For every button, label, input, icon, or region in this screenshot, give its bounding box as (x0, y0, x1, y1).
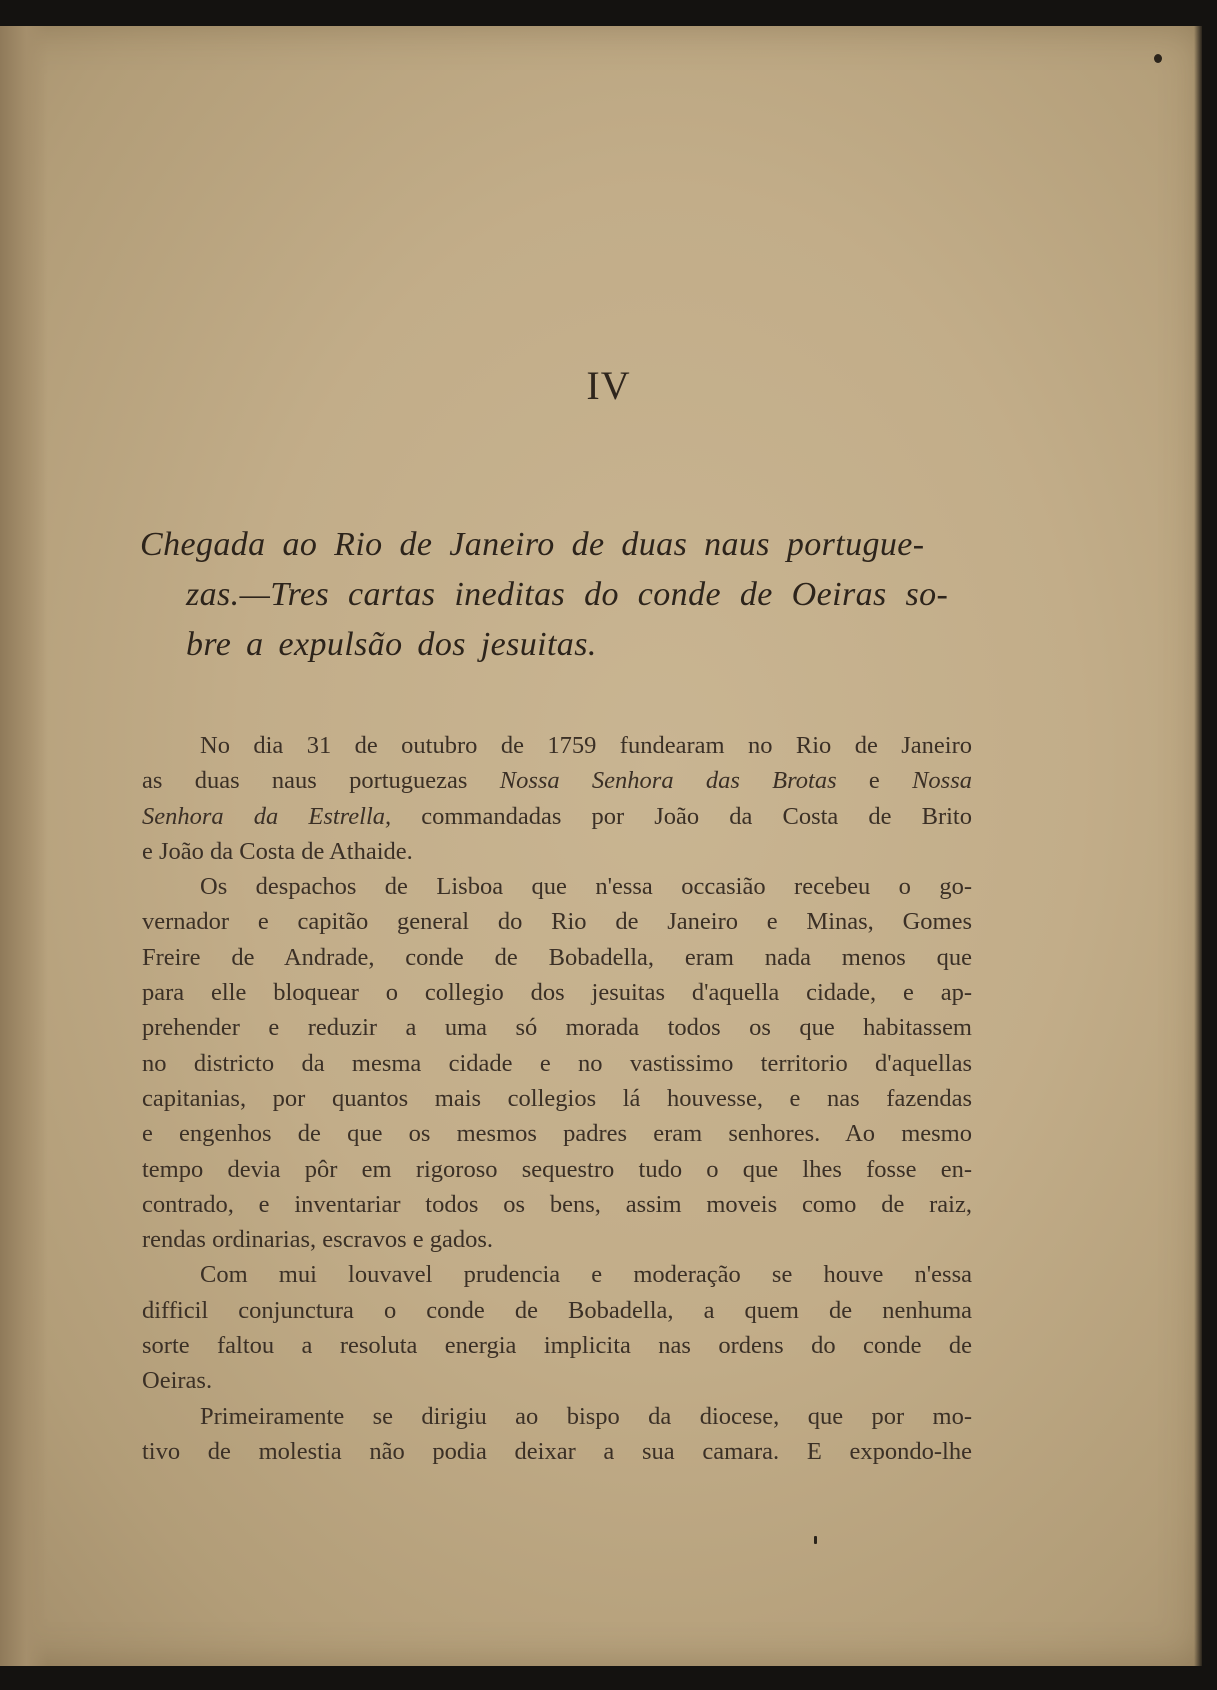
text-line: rendas ordinarias, escravos e gados. (142, 1226, 494, 1254)
text-line: No dia 31 de outubro de 1759 fundearam no Rio de Janeiro (200, 732, 972, 759)
text-line: Primeiramente se dirigiu ao bispo da diocese, que por mo- (200, 1402, 972, 1430)
ship-name: Senhora da Estrella, (142, 802, 392, 830)
text-line: tempo devia pôr em rigoroso sequestro tudo o que lhes fosse en- (142, 1155, 972, 1183)
text-span: as duas naus portuguezas (142, 767, 500, 795)
text-line: para elle bloquear o collegio dos jesuitas d'aquella cidade, e ap- (142, 979, 972, 1007)
text-line: Oeiras. (142, 1367, 213, 1395)
text-line: e João da Costa de Athaide. (142, 837, 413, 865)
text-line: contrado, e inventariar todos os bens, assim moveis como de raiz, (142, 1190, 972, 1218)
chapter-number: IV (586, 363, 631, 408)
chapter-title (140, 520, 970, 670)
text-line: e engenhos de que os mesmos padres eram senhores. Ao mesmo (142, 1120, 972, 1148)
ink-spot (1154, 54, 1162, 63)
title-line: zas.—Tres cartas ineditas do conde de Oeiras so- (186, 576, 949, 613)
text-line: difficil conjunctura o conde de Bobadella, a quem de nenhuma (142, 1296, 972, 1324)
text-span: e (836, 767, 913, 795)
text-line (142, 763, 972, 798)
ink-speck (814, 1536, 817, 1544)
text-line (142, 799, 972, 834)
title-line: bre a expulsão dos jesuitas. (186, 626, 597, 663)
text-line: Freire de Andrade, conde de Bobadella, eram nada menos que (142, 943, 972, 971)
text-line: capitanias, por quantos mais collegios lá houvesse, e nas fazendas (142, 1084, 972, 1112)
page-gutter (0, 26, 48, 1666)
text-line: prehender e reduzir a uma só morada todos os que habitassem (142, 1014, 972, 1042)
text-line: Os despachos de Lisboa que n'essa occasião recebeu o go- (200, 873, 972, 901)
page-edge (1194, 26, 1202, 1666)
body-text (142, 728, 972, 1469)
text-line: tivo de molestia não podia deixar a sua camara. E expondo-lhe (142, 1437, 972, 1465)
text-line: Com mui louvavel prudencia e moderação se houve n'essa (200, 1261, 972, 1289)
title-line: Chegada ao Rio de Janeiro de duas naus portugue- (140, 526, 925, 563)
text-line: no districto da mesma cidade e no vastissimo territorio d'aquellas (142, 1049, 972, 1077)
ship-name: Nossa Senhora das Brotas (499, 767, 837, 795)
ship-name: Nossa (912, 767, 972, 795)
text-span: commandadas por João da Costa de Brito (391, 802, 972, 830)
text-line: sorte faltou a resoluta energia implicita nas ordens do conde de (142, 1332, 972, 1360)
text-line: vernador e capitão general do Rio de Janeiro e Minas, Gomes (142, 908, 972, 936)
